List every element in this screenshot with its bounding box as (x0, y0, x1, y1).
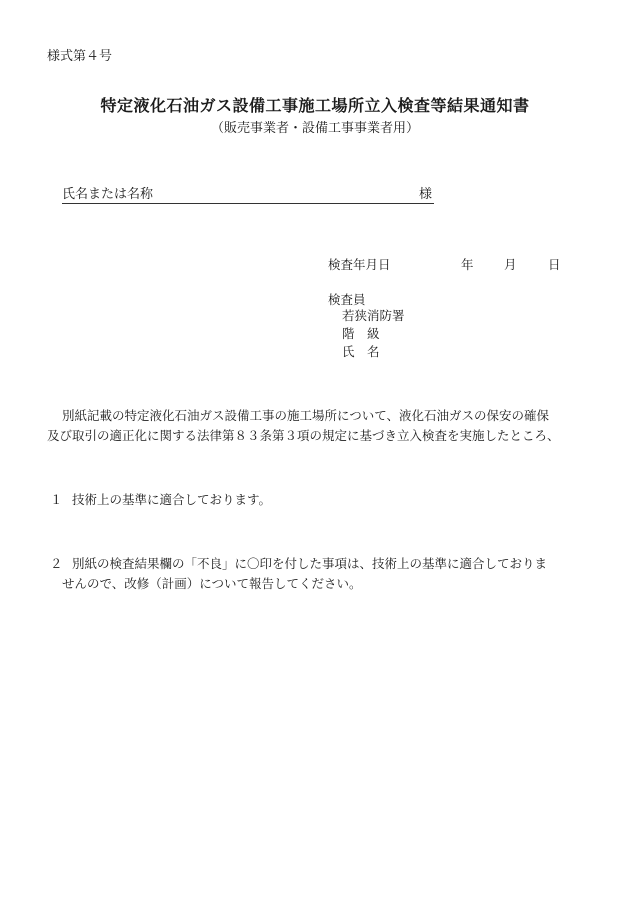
document-subtitle: （販売事業者・設備工事事業者用） (210, 121, 419, 136)
result-item-1 (50, 490, 271, 508)
result-item-text: 技術上の基準に適合しております。 (72, 492, 272, 507)
document-title: 特定液化石油ガス設備工事施工場所立入検査等結果通知書 (100, 96, 530, 115)
result-item-number: ２ (50, 556, 63, 571)
body-paragraph-line-2: 及び取引の適正化に関する法律第８３条第３項の規定に基づき立入検査を実施したところ、 (47, 428, 560, 443)
result-item-number: １ (50, 492, 63, 507)
inspection-date-month: 月 (504, 257, 517, 272)
inspector-heading: 検査員 (328, 292, 366, 307)
form-number: 様式第４号 (47, 49, 113, 64)
inspection-date-year: 年 (461, 257, 474, 272)
body-paragraph-line-1: 別紙記載の特定液化石油ガス設備工事の施工場所について、液化石油ガスの保安の確保 (62, 408, 550, 423)
addressee-label: 氏名または名称 (62, 187, 154, 202)
inspector-rank: 階 級 (342, 326, 380, 341)
inspection-date-day: 日 (548, 257, 561, 272)
inspection-date-label: 検査年月日 (328, 257, 391, 272)
result-item-2 (50, 554, 547, 572)
result-item-2-continuation: せんので、改修（計画）について報告してください。 (62, 576, 362, 591)
inspector-name: 氏 名 (342, 344, 380, 359)
result-item-text: 別紙の検査結果欄の「不良」に〇印を付した事項は、技術上の基準に適合しておりま (72, 556, 548, 571)
addressee-field (62, 183, 434, 204)
addressee-honorific: 様 (418, 187, 432, 202)
inspector-organization: 若狭消防署 (342, 308, 405, 323)
